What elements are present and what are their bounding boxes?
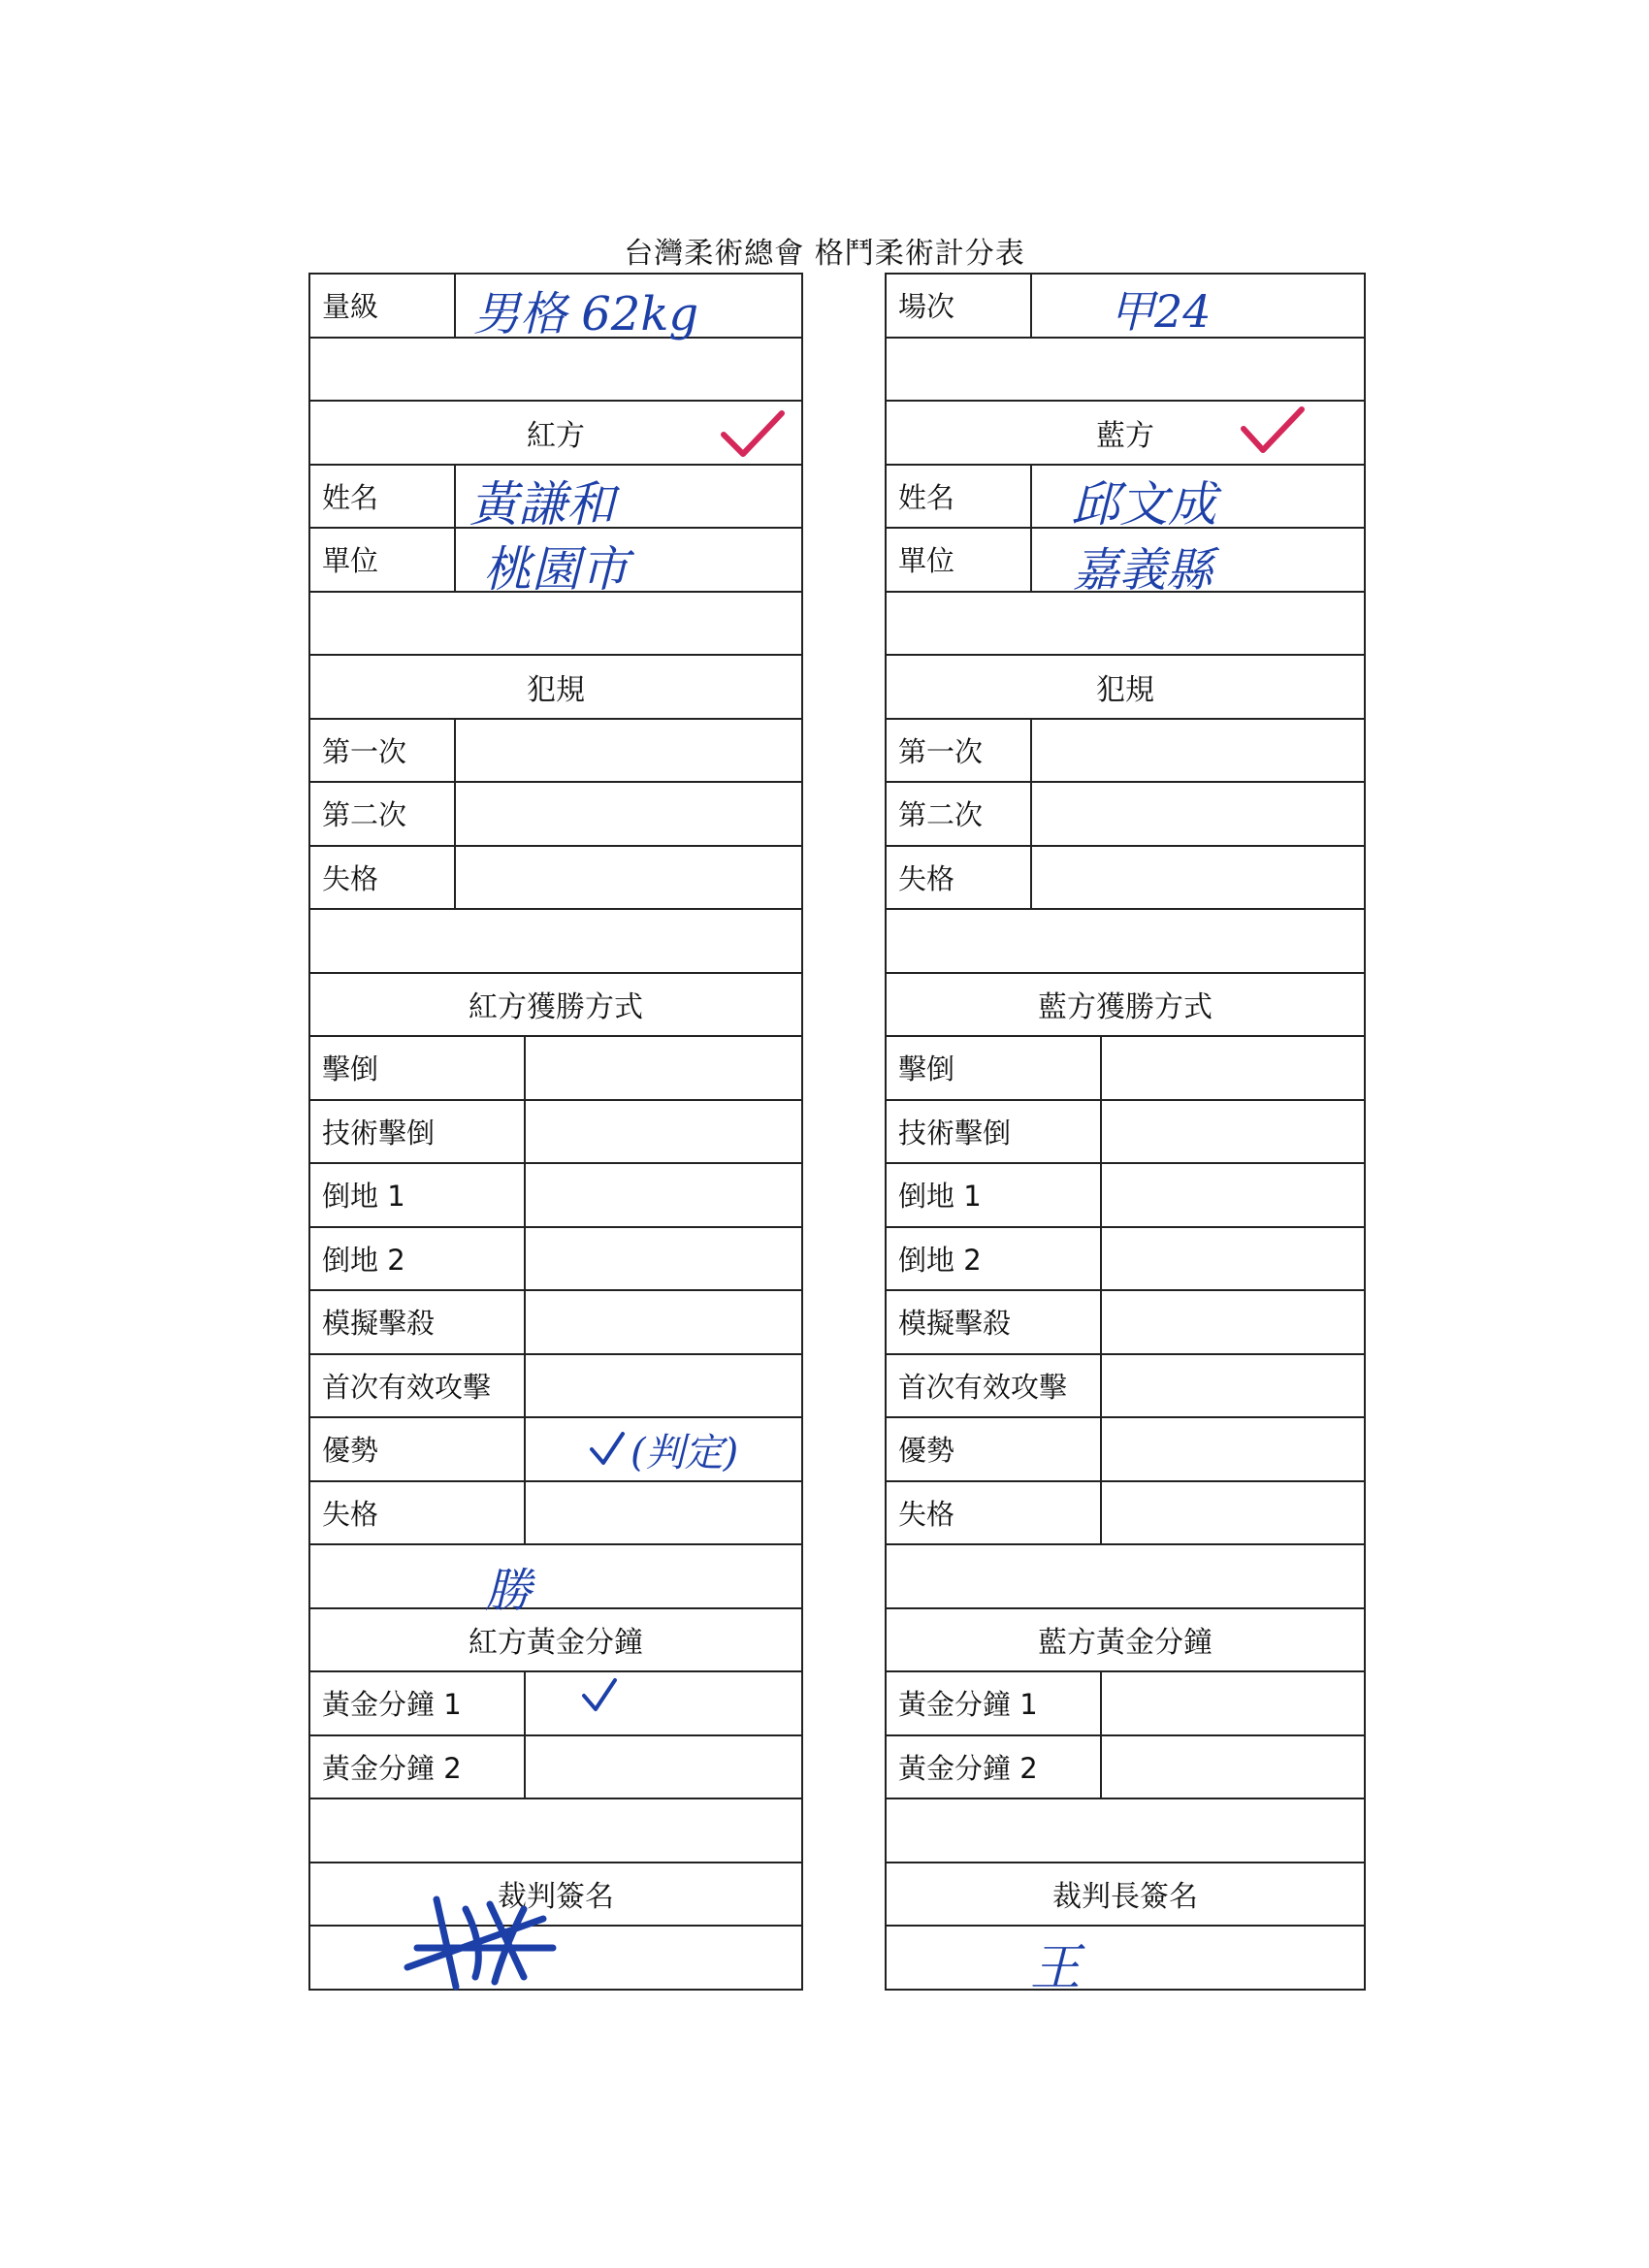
spacer-row [310, 593, 801, 657]
win-method-field[interactable] [526, 1164, 801, 1226]
foul-field[interactable] [456, 783, 801, 845]
win-method-field[interactable] [526, 1482, 801, 1544]
win-method-label: 模擬擊殺 [310, 1291, 526, 1353]
win-method-field[interactable] [1102, 1418, 1364, 1480]
blue-foul-row-2 [887, 783, 1364, 847]
win-method-label: 倒地 2 [310, 1228, 526, 1290]
win-method-field[interactable] [526, 1037, 801, 1099]
win-method-label: 失格 [310, 1482, 526, 1544]
blue-check-icon [588, 1430, 627, 1469]
golden-label: 黃金分鐘 1 [887, 1672, 1102, 1734]
red-win-row [310, 1164, 801, 1228]
foul-field[interactable] [1032, 783, 1364, 845]
red-unit-field[interactable] [456, 529, 801, 598]
match-label: 場次 [887, 275, 1032, 337]
win-method-label: 倒地 2 [887, 1228, 1102, 1290]
blue-win-row [887, 1482, 1364, 1546]
blue-win-row [887, 1037, 1364, 1101]
foul-field[interactable] [1032, 847, 1364, 909]
spacer-row [310, 1799, 801, 1863]
result-row [310, 1545, 801, 1618]
blue-side-sheet [885, 273, 1366, 1997]
golden-field[interactable] [1102, 1672, 1364, 1734]
weight-field[interactable] [456, 275, 801, 341]
red-foul-header: 犯規 [310, 656, 801, 720]
blue-name-row [887, 466, 1364, 533]
red-name-field[interactable] [456, 466, 801, 533]
foul-field[interactable] [1032, 720, 1364, 782]
spacer-row [310, 339, 801, 403]
spacer-row [887, 339, 1364, 403]
win-method-label: 倒地 1 [887, 1164, 1102, 1226]
win-method-label: 技術擊倒 [310, 1101, 526, 1163]
blue-foul-row-3 [887, 847, 1364, 911]
foul-field[interactable] [456, 847, 801, 909]
win-method-field[interactable] [526, 1101, 801, 1163]
result-note: 勝 [485, 1564, 533, 1618]
golden-label: 黃金分鐘 1 [310, 1672, 526, 1734]
red-win-row [310, 1037, 801, 1101]
red-win-row [310, 1355, 801, 1419]
blue-win-row [887, 1355, 1364, 1419]
win-method-label: 擊倒 [310, 1037, 526, 1099]
red-win-header: 紅方獲勝方式 [310, 974, 801, 1038]
red-golden-header: 紅方黃金分鐘 [310, 1609, 801, 1673]
golden-label: 黃金分鐘 2 [887, 1736, 1102, 1798]
golden-field[interactable] [1102, 1736, 1364, 1798]
win-method-field[interactable] [1102, 1101, 1364, 1163]
red-unit-value: 桃園市 [483, 541, 629, 598]
name-label: 姓名 [887, 466, 1032, 528]
win-method-label: 優勢 [310, 1418, 526, 1480]
spacer-row [887, 1545, 1364, 1609]
chief-referee-sign-field[interactable] [887, 1927, 1364, 1997]
red-unit-row [310, 529, 801, 598]
blue-win-header: 藍方獲勝方式 [887, 974, 1364, 1038]
foul-field[interactable] [456, 720, 801, 782]
weight-row [310, 275, 801, 339]
red-check-icon [1238, 404, 1308, 458]
win-method-label: 倒地 1 [310, 1164, 526, 1226]
spacer-row [310, 910, 801, 974]
blue-unit-field[interactable] [1032, 529, 1364, 598]
weight-label: 量級 [310, 275, 456, 337]
name-label: 姓名 [310, 466, 456, 528]
win-method-label: 首次有效攻擊 [887, 1355, 1102, 1417]
win-method-field[interactable] [1102, 1482, 1364, 1544]
match-row [887, 275, 1364, 339]
win-method-label: 擊倒 [887, 1037, 1102, 1099]
blue-check-icon [580, 1676, 619, 1715]
blue-foul-header: 犯規 [887, 656, 1364, 720]
foul-label: 第一次 [310, 720, 456, 782]
blue-win-row [887, 1291, 1364, 1355]
foul-label: 第一次 [887, 720, 1032, 782]
win-method-label: 模擬擊殺 [887, 1291, 1102, 1353]
red-win-row [310, 1228, 801, 1292]
win-method-field[interactable] [1102, 1164, 1364, 1226]
blue-win-row [887, 1101, 1364, 1165]
referee-signature-icon [398, 1880, 563, 1996]
win-method-field[interactable] [1102, 1228, 1364, 1290]
red-name-row [310, 466, 801, 533]
red-side-header: 紅方 [310, 402, 801, 466]
blue-golden-row-2 [887, 1736, 1364, 1800]
spacer-row [887, 593, 1364, 657]
advantage-note: (判定) [630, 1431, 739, 1475]
red-golden-row-1 [310, 1672, 801, 1736]
blue-golden-row-1 [887, 1672, 1364, 1736]
unit-label: 單位 [310, 529, 456, 591]
blue-side-header: 藍方 [887, 402, 1364, 466]
chief-referee-sign-header: 裁判長簽名 [887, 1863, 1364, 1928]
red-win-row [310, 1101, 801, 1165]
red-foul-row-1 [310, 720, 801, 784]
win-method-field[interactable] [1102, 1355, 1364, 1417]
win-method-label: 優勢 [887, 1418, 1102, 1480]
win-method-label: 首次有效攻擊 [310, 1355, 526, 1417]
blue-golden-header: 藍方黃金分鐘 [887, 1609, 1364, 1673]
unit-label: 單位 [887, 529, 1032, 591]
blue-win-row [887, 1418, 1364, 1482]
blue-foul-row-1 [887, 720, 1364, 784]
red-side-sheet [308, 273, 803, 1991]
foul-label: 失格 [310, 847, 456, 909]
win-method-field[interactable] [526, 1418, 801, 1480]
golden-label: 黃金分鐘 2 [310, 1736, 526, 1798]
win-method-field[interactable] [526, 1291, 801, 1353]
foul-label: 失格 [887, 847, 1032, 909]
match-field[interactable] [1032, 275, 1364, 337]
referee-sign-field[interactable] [310, 1927, 801, 1991]
win-method-field[interactable] [526, 1228, 801, 1290]
win-method-field[interactable] [526, 1355, 801, 1417]
blue-name-value: 邱文成 [1071, 475, 1216, 533]
chief-referee-signature: 王 [1030, 1939, 1082, 1997]
red-win-row-advantage [310, 1418, 801, 1482]
red-foul-row-3 [310, 847, 801, 911]
blue-unit-value: 嘉義縣 [1073, 543, 1213, 598]
red-foul-row-2 [310, 783, 801, 847]
win-method-field[interactable] [1102, 1037, 1364, 1099]
golden-field[interactable] [526, 1672, 801, 1734]
blue-win-row [887, 1164, 1364, 1228]
red-golden-row-2 [310, 1736, 801, 1800]
blue-name-field[interactable] [1032, 466, 1364, 533]
win-method-field[interactable] [1102, 1291, 1364, 1353]
form-title: 台灣柔術總會 格鬥柔術計分表 [624, 237, 1025, 271]
red-win-row [310, 1291, 801, 1355]
blue-win-row [887, 1228, 1364, 1292]
red-name-value: 黃謙和 [469, 475, 615, 533]
spacer-row [887, 1799, 1364, 1863]
weight-value: 男格 62kg [473, 287, 699, 341]
foul-label: 第二次 [310, 783, 456, 845]
match-value: 甲24 [1110, 285, 1212, 338]
red-win-row [310, 1482, 801, 1546]
referee-sign-header: 裁判簽名 [310, 1863, 801, 1928]
spacer-row [887, 910, 1364, 974]
golden-field[interactable] [526, 1736, 801, 1798]
foul-label: 第二次 [887, 783, 1032, 845]
win-method-label: 失格 [887, 1482, 1102, 1544]
red-check-icon [718, 407, 788, 462]
blue-unit-row [887, 529, 1364, 598]
win-method-label: 技術擊倒 [887, 1101, 1102, 1163]
